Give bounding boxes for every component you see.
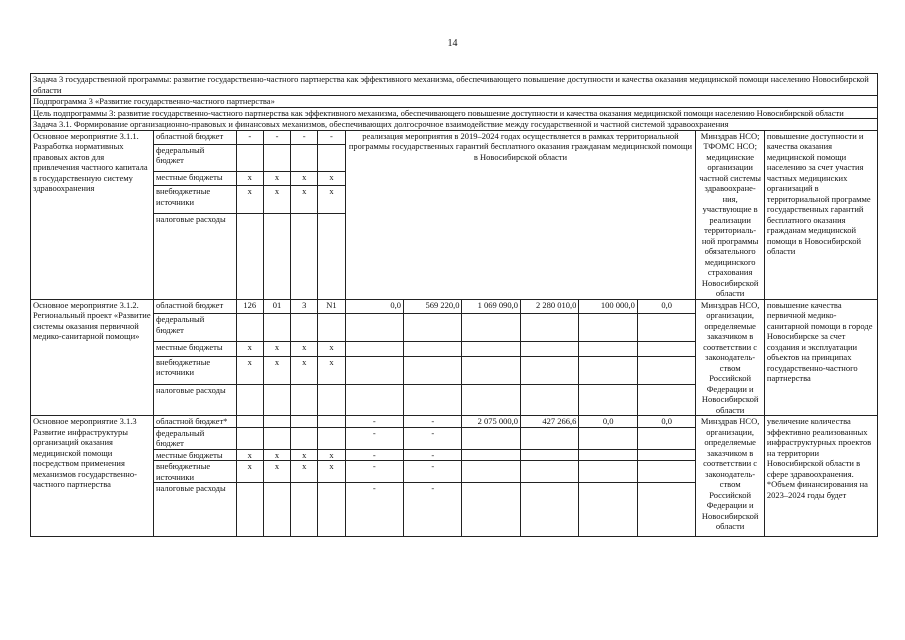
amount-cell: 100 000,0 [579, 299, 637, 314]
amount-cell: - [404, 461, 462, 483]
goal-text: Цель подпрограммы 3: развитие государственно-частного партнерства как эффективного механизма, обеспечивающего повышение доступности и качества оказания медицинской помощи населению Новосибирской области [31, 107, 878, 119]
amount-cell [404, 356, 462, 384]
source-label: федеральный бюджет [154, 314, 237, 342]
amount-cell [462, 427, 520, 449]
amount-cell [520, 449, 578, 461]
code-cell [318, 427, 345, 449]
amount-cell [520, 342, 578, 357]
amount-cell [404, 385, 462, 416]
amount-cell [462, 314, 520, 342]
code-cell [263, 213, 290, 299]
code-cell: x [236, 461, 263, 483]
amount-cell [345, 314, 403, 342]
source-label: местные бюджеты [154, 171, 237, 185]
code-cell: x [263, 171, 290, 185]
code-cell [318, 416, 345, 428]
code-cell [291, 427, 318, 449]
code-cell [263, 314, 290, 342]
amount-cell: 1 069 090,0 [462, 299, 520, 314]
code-cell [263, 385, 290, 416]
code-cell: x [263, 342, 290, 357]
code-cell: - [263, 130, 290, 144]
executor-cell: Минздрав НСО; ТФОМС НСО; медицинские организации частной системы здравоохране-ния, участвующие в реализации территориаль-ной программы обязательного медицинского страхования Новосибирской области [696, 130, 765, 299]
code-cell: x [263, 461, 290, 483]
code-cell [263, 427, 290, 449]
amount-cell [579, 427, 637, 449]
code-cell: - [291, 130, 318, 144]
code-cell: x [291, 342, 318, 357]
result-cell: повышение доступности и качества оказания медицинской помощи населению за счет участия частных медицинских организаций в территориальной программе государственных гарантий бесплатного оказания гражданам медицинской помощи в Новосибирской области [764, 130, 877, 299]
amount-cell [520, 461, 578, 483]
amount-cell [637, 483, 695, 537]
amount-cell: 0,0 [579, 416, 637, 428]
code-cell: x [263, 186, 290, 213]
code-cell: x [236, 356, 263, 384]
code-cell: x [291, 186, 318, 213]
amount-cell [637, 356, 695, 384]
executor-cell: Минздрав НСО, организации, определяемые заказчиком в соответствии с законодатель-ством Российской Федерации и Новосибирской области [696, 299, 765, 416]
table-row [31, 130, 878, 144]
code-cell: x [318, 342, 345, 357]
source-label: федеральный бюджет [154, 144, 237, 171]
result-cell: повышение качества первичной медико-санитарной помощи в городе Новосибирске за счет создания и эксплуатации объектов на принципах государственно-частного партнерства [764, 299, 877, 416]
code-cell: x [291, 356, 318, 384]
code-cell [318, 483, 345, 537]
code-cell: 3 [291, 299, 318, 314]
code-cell: - [318, 130, 345, 144]
amount-cell: 0,0 [637, 416, 695, 428]
merged-note: реализация мероприятия в 2019–2024 годах осуществляется в рамках территориальной программы государственных гарантий бесплатного оказания гражданам медицинской помощи в Новосибирской области [345, 130, 696, 299]
amount-cell [462, 449, 520, 461]
code-cell [263, 144, 290, 171]
amount-cell [520, 427, 578, 449]
code-cell [236, 427, 263, 449]
amount-cell: - [345, 461, 403, 483]
amount-cell [637, 385, 695, 416]
source-label: федеральный бюджет [154, 427, 237, 449]
amount-cell [462, 356, 520, 384]
task-3-1-text: Задача 3.1. Формирование организационно-правовых и финансовых механизмов, обеспечивающих долгосрочное взаимодействие между государственной и частной системой здравоохранения [31, 119, 878, 131]
amount-cell: - [345, 449, 403, 461]
code-cell [318, 385, 345, 416]
code-cell [318, 144, 345, 171]
code-cell [318, 213, 345, 299]
amount-cell: - [404, 416, 462, 428]
amount-cell: 0,0 [345, 299, 403, 314]
amount-cell [637, 461, 695, 483]
code-cell [263, 483, 290, 537]
header-row-goal [31, 107, 878, 119]
code-cell: x [291, 461, 318, 483]
amount-cell [637, 314, 695, 342]
code-cell [291, 144, 318, 171]
code-cell: x [291, 449, 318, 461]
amount-cell [579, 314, 637, 342]
amount-cell [462, 342, 520, 357]
amount-cell [404, 314, 462, 342]
amount-cell [637, 427, 695, 449]
code-cell: x [318, 171, 345, 185]
amount-cell: 2 280 010,0 [520, 299, 578, 314]
amount-cell [520, 483, 578, 537]
activity-name: Основное мероприятие 3.1.1. Разработка нормативных правовых актов для привлечения частного капитала в государственную систему здравоохранения [31, 130, 154, 299]
amount-cell: 569 220,0 [404, 299, 462, 314]
amount-cell [579, 385, 637, 416]
source-label: налоговые расходы [154, 483, 237, 537]
code-cell: x [318, 461, 345, 483]
code-cell [291, 416, 318, 428]
page-number: 14 [447, 38, 458, 49]
source-label: налоговые расходы [154, 385, 237, 416]
amount-cell: - [404, 427, 462, 449]
amount-cell [462, 483, 520, 537]
code-cell: x [236, 171, 263, 185]
code-cell [236, 213, 263, 299]
amount-cell [345, 342, 403, 357]
code-cell: N1 [318, 299, 345, 314]
code-cell: - [236, 130, 263, 144]
header-row-subprogram [31, 96, 878, 108]
amount-cell: 0,0 [637, 299, 695, 314]
amount-cell: 427 266,6 [520, 416, 578, 428]
code-cell [236, 314, 263, 342]
code-cell [263, 416, 290, 428]
table-row [31, 416, 878, 428]
code-cell: x [318, 186, 345, 213]
amount-cell: - [345, 483, 403, 537]
amount-cell [637, 342, 695, 357]
activity-name: Основное мероприятие 3.1.3 Развитие инфраструктуры организаций оказания медицинской помощи посредством применения механизмов государственно-частного партнерства [31, 416, 154, 537]
amount-cell [520, 356, 578, 384]
source-label: внебюджетные источники [154, 461, 237, 483]
code-cell [236, 144, 263, 171]
code-cell [236, 483, 263, 537]
code-cell: 01 [263, 299, 290, 314]
code-cell: x [236, 342, 263, 357]
amount-cell: - [404, 483, 462, 537]
header-row-task [31, 74, 878, 96]
code-cell [318, 314, 345, 342]
source-label: областной бюджет [154, 299, 237, 314]
program-table [30, 73, 878, 537]
amount-cell [579, 483, 637, 537]
subprogram-3-text: Подпрограмма 3 «Развитие государственно-частного партнерства» [31, 96, 878, 108]
code-cell: x [236, 449, 263, 461]
amount-cell: - [345, 427, 403, 449]
amount-cell [579, 461, 637, 483]
activity-name: Основное мероприятие 3.1.2. Региональный проект «Развитие системы оказания первичной медико-санитарной помощи» [31, 299, 154, 416]
table-row [31, 299, 878, 314]
executor-cell: Минздрав НСО, организации, определяемые заказчиком в соответствии с законодатель-ством Российской Федерации и Новосибирской области [696, 416, 765, 537]
source-label: внебюджетные источники [154, 186, 237, 213]
code-cell: x [263, 356, 290, 384]
code-cell: x [236, 186, 263, 213]
amount-cell [462, 461, 520, 483]
code-cell [291, 483, 318, 537]
source-label: налоговые расходы [154, 213, 237, 299]
code-cell [291, 314, 318, 342]
code-cell: x [263, 449, 290, 461]
code-cell: 126 [236, 299, 263, 314]
amount-cell [520, 314, 578, 342]
amount-cell [579, 356, 637, 384]
amount-cell: 2 075 000,0 [462, 416, 520, 428]
amount-cell [579, 342, 637, 357]
amount-cell [520, 385, 578, 416]
amount-cell [637, 449, 695, 461]
amount-cell [404, 342, 462, 357]
source-label: областной бюджет [154, 130, 237, 144]
code-cell [236, 385, 263, 416]
task-3-text: Задача 3 государственной программы: развитие государственно-частного партнерства как эффективного механизма, обеспечивающего повышение доступности и качества оказания медицинской помощи населению Новосибирской области [31, 74, 878, 96]
header-row-task-3-1 [31, 119, 878, 131]
code-cell [236, 416, 263, 428]
code-cell: x [318, 356, 345, 384]
code-cell [291, 213, 318, 299]
result-cell: увеличение количества эффективно реализованных инфраструктурных проектов на территории Новосибирской области в сфере здравоохранения. *Объем финансирования на 2023–2024 годы будет [764, 416, 877, 537]
source-label: местные бюджеты [154, 342, 237, 357]
amount-cell: - [404, 449, 462, 461]
amount-cell [345, 356, 403, 384]
amount-cell [579, 449, 637, 461]
amount-cell [345, 385, 403, 416]
source-label: внебюджетные источники [154, 356, 237, 384]
amount-cell [462, 385, 520, 416]
code-cell: x [318, 449, 345, 461]
code-cell [291, 385, 318, 416]
code-cell: x [291, 171, 318, 185]
amount-cell: - [345, 416, 403, 428]
source-label: областной бюджет* [154, 416, 237, 428]
source-label: местные бюджеты [154, 449, 237, 461]
